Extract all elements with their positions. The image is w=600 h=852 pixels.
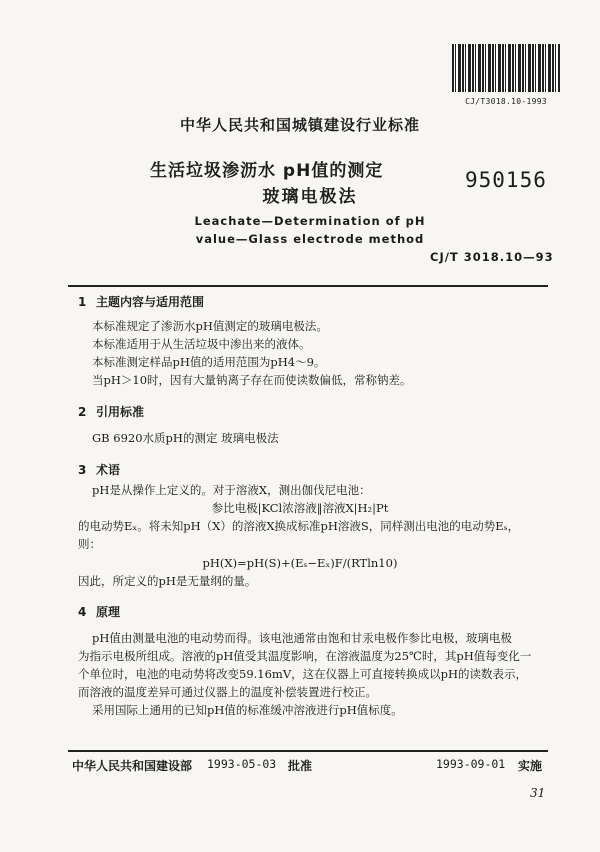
barcode-text: CJ/T3018.10-1993 bbox=[465, 97, 547, 106]
standard-number: CJ/T 3018.10—93 bbox=[430, 250, 554, 264]
paragraph-line: pH是从操作上定义的。对于溶液X，测出伽伐尼电池： bbox=[92, 483, 371, 497]
section-title: 主题内容与适用范围 bbox=[96, 295, 205, 309]
paragraph-line: 的电动势Eₓ。将未知pH（X）的溶液X换成标准pH溶液S，同样测出电池的电动势Eₛ， bbox=[78, 519, 520, 533]
paragraph-line: 本标准适用于从生活垃圾中渗出来的液体。 bbox=[92, 337, 311, 351]
paragraph-line: 本标准规定了渗沥水pH值测定的玻璃电极法。 bbox=[92, 319, 328, 333]
english-title-line2: value—Glass electrode method bbox=[195, 232, 425, 246]
ph-formula: pH(X)=pH(S)+(Eₛ−Eₓ)F/(RTln10) bbox=[202, 556, 398, 570]
page-number: 31 bbox=[530, 786, 546, 800]
paragraph-line: 为指示电极所组成。溶液的pH值受其温度影响，在溶液温度为25℃时，其pH值每变化一 bbox=[78, 649, 532, 663]
section-title: 原理 bbox=[96, 605, 121, 619]
paragraph-line: pH值由测量电池的电动势而得。该电池通常由饱和甘汞电极作参比电极，玻璃电极 bbox=[92, 631, 512, 645]
top-divider bbox=[68, 285, 548, 287]
paragraph-line: GB 6920水质pH的测定 玻璃电极法 bbox=[92, 431, 279, 445]
section-title: 引用标准 bbox=[96, 405, 145, 419]
section-4-heading bbox=[78, 603, 120, 620]
paragraph-line: 本标准测定样品pH值的适用范围为pH4～9。 bbox=[92, 355, 326, 369]
section-1-heading bbox=[78, 293, 204, 310]
section-3-heading bbox=[78, 461, 120, 478]
section-number: 3 bbox=[78, 463, 87, 477]
handwritten-number: 950156 bbox=[465, 168, 547, 192]
approve-date: 1993-05-03 bbox=[207, 757, 277, 771]
paragraph-line: 则： bbox=[78, 537, 101, 551]
paragraph-line: 个单位时，电池的电动势将改变59.16mV，这在仪器上可直接转换成以pH的读数表示， bbox=[78, 667, 528, 681]
paragraph-line: 而溶液的温度差异可通过仪器上的温度补偿装置进行校正。 bbox=[78, 685, 377, 699]
english-title-line1: Leachate—Determination of pH bbox=[194, 214, 426, 228]
barcode bbox=[452, 44, 560, 92]
paragraph-line: 当pH＞10时，因有大量钠离子存在而使读数偏低，常称钠差。 bbox=[92, 373, 412, 387]
document-title-line2: 玻璃电极法 bbox=[262, 187, 358, 207]
approve-label: 批准 bbox=[288, 759, 313, 773]
effective-date: 1993-09-01 bbox=[436, 757, 506, 771]
effective-label: 实施 bbox=[518, 759, 543, 773]
section-number: 1 bbox=[78, 295, 87, 309]
section-title: 术语 bbox=[96, 463, 121, 477]
paragraph-line: 采用国际上通用的已知pH值的标准缓冲溶液进行pH值标度。 bbox=[92, 703, 403, 717]
bottom-divider bbox=[68, 750, 548, 752]
paragraph-line: 因此，所定义的pH是无量纲的量。 bbox=[78, 574, 257, 588]
section-number: 4 bbox=[78, 605, 87, 619]
section-2-heading bbox=[78, 403, 144, 420]
issuer: 中华人民共和国建设部 bbox=[72, 759, 193, 773]
section-number: 2 bbox=[78, 405, 87, 419]
galvanic-cell-notation: 参比电极|KCl浓溶液‖溶液X|H₂|Pt bbox=[211, 501, 389, 515]
document-title-line1: 生活垃圾渗沥水 pH值的测定 bbox=[150, 161, 384, 181]
standard-org-title: 中华人民共和国城镇建设行业标准 bbox=[179, 116, 420, 134]
